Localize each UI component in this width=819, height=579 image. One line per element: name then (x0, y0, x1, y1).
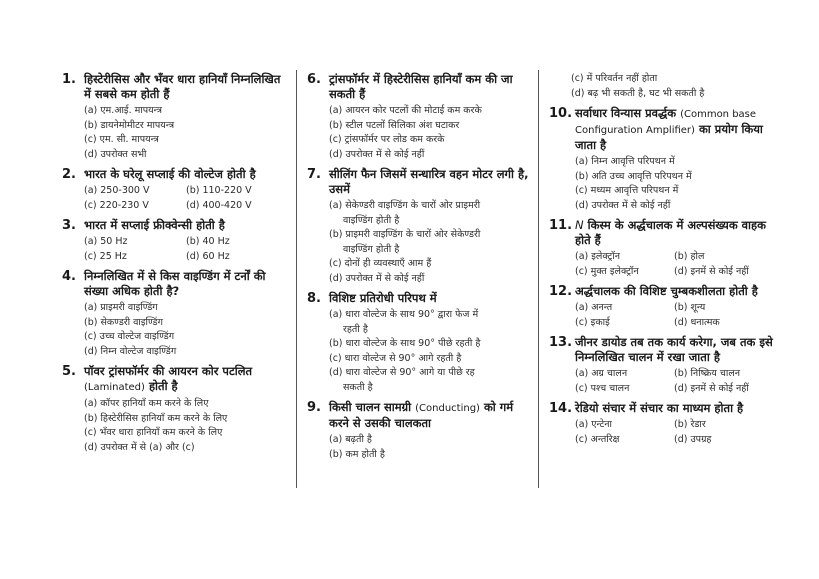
question-number: 6. (307, 72, 321, 87)
question-text: अर्द्धचालक की विशिष्ट चुम्बकशीलता होती है (575, 284, 758, 298)
question-number: 8. (307, 291, 321, 306)
option: (d) धनात्मक (674, 316, 720, 328)
question-text: सीलिंग फैन जिसमें सन्धारित्र वहन मोटर लगी है, उसमें (329, 167, 529, 196)
option: (a) सेकेण्डरी वाइण्डिंग के चारों ओर प्राइमरी (329, 200, 481, 211)
option: (b) प्राइमरी वाइण्डिंग के चारों ओर सेकेण्डरी (329, 229, 481, 240)
question-2 (62, 167, 288, 213)
question-4 (62, 269, 288, 359)
option: (d) इनमें से कोई नहीं (674, 265, 749, 277)
column-3 (549, 72, 773, 452)
option: (c) मध्यम आवृत्ति परिपथन में (575, 185, 679, 196)
column-1 (62, 72, 288, 460)
option: (b) स्टील पटलों सिलिका अंश घटाकर (329, 119, 460, 131)
question-text: पॉवर ट्रांसफॉर्मर की आयरन कोर पटलित (Laminated) होती है (84, 364, 253, 393)
option: (d) उपरोक्त में से कोई नहीं (575, 199, 671, 211)
option: (c) इकाई (575, 316, 610, 328)
option: (d) 400-420 V (186, 199, 252, 211)
option: (d) धारा वोल्टेज से 90° आगे या पीछे रह (329, 367, 475, 378)
option: (a) 250-300 V (84, 185, 150, 196)
question-number: 2. (62, 167, 76, 182)
question-text: सर्वाधार विन्यास प्रवर्द्धक (Common base Configuration Amplifier) का प्रयोग किया जाता है (575, 106, 763, 152)
option: (a) एन्टेना (575, 419, 613, 430)
option: (c) दोनों ही व्यवस्थाएँ आम हैं (329, 258, 432, 269)
option: (d) 60 Hz (186, 250, 230, 262)
question-10 (549, 106, 773, 213)
question-number: 14. (549, 401, 573, 416)
question-3 (62, 218, 288, 264)
option: (c) उच्च वोल्टेज वाइण्डिंग (84, 331, 175, 342)
option: (b) सेकण्डरी वाइण्डिंग (84, 316, 163, 328)
option: (d) इनमें से कोई नहीं (674, 382, 749, 394)
question-number: 10. (549, 106, 573, 121)
option: (b) 40 Hz (186, 236, 230, 247)
question-text: रेडियो संचार में संचार का माध्यम होता है (575, 401, 744, 415)
option: (d) उपरोक्त में से कोई नहीं (329, 148, 425, 160)
question-6 (307, 72, 529, 162)
option: (b) हिस्टेरीसिस हानियाँ कम करने के लिए (84, 412, 228, 424)
option: (c) मुक्त इलेक्ट्रॉन (575, 265, 639, 277)
option: (d) बढ़ भी सकती है, घट भी सकती है (571, 87, 705, 99)
option: (c) एम. सी. मापयन्त्र (84, 134, 159, 145)
question-text: निम्नलिखित में से किस वाइण्डिंग में टर्नों की संख्या अधिक होती है? (84, 269, 266, 298)
option: (b) अति उच्च आवृत्ति परिपथन में (575, 170, 692, 182)
option: (c) अन्तरिक्ष (575, 433, 620, 445)
option: (a) 50 Hz (84, 236, 128, 247)
column-divider (538, 70, 539, 488)
question-number: 3. (62, 218, 76, 233)
option: (a) प्राइमरी वाइण्डिंग (84, 302, 158, 313)
option: (a) निम्न आवृत्ति परिपथन में (575, 156, 675, 167)
question-8 (307, 291, 529, 395)
question-text: विशिष्ट प्रतिरोधी परिपथ में (329, 291, 437, 305)
question-number: 4. (62, 269, 76, 284)
option-continued: वाइण्डिंग होती है (343, 214, 400, 226)
option: (c) ट्रांसफॉर्मर पर लोड कम करके (329, 134, 445, 145)
question-1 (62, 72, 288, 162)
option: (c) धारा वोल्टेज से 90° आगे रहती है (329, 352, 462, 364)
question-12 (549, 284, 773, 330)
option: (a) कॉपर हानियाँ कम करने के लिए (84, 398, 209, 409)
question-5 (62, 364, 288, 455)
option: (a) धारा वोल्टेज के साथ 90° द्वारा फेज में (329, 309, 479, 320)
option: (b) निष्क्रिय चालन (674, 368, 741, 379)
option: (c) भँवर धारा हानियाँ कम करने के लिए (84, 427, 223, 438)
option: (a) अनन्त (575, 302, 613, 313)
question-text: किसी चालन सामग्री (Conducting) को गर्म करने से उसकी चालकता (329, 400, 514, 430)
option: (d) उपरोक्त में से कोई नहीं (329, 272, 425, 284)
option: (a) इलेक्ट्रॉन (575, 251, 621, 262)
question-7 (307, 167, 529, 286)
option: (c) में परिवर्तन नहीं होता (571, 73, 658, 84)
option-continued: रहती है (343, 323, 368, 335)
question-9-continued (549, 72, 773, 101)
question-text: ट्रांसफॉर्मर में हिस्टेरीसिस हानियाँ कम की जा सकती हैं (329, 72, 513, 101)
question-11 (549, 218, 773, 279)
option: (d) उपग्रह (674, 433, 712, 445)
option: (b) डायनेमोमीटर मापयन्त्र (84, 119, 175, 131)
question-text: भारत के घरेलू सप्लाई की वोल्टेज होती है (84, 167, 256, 181)
option: (a) आयरन कोर पटलों की मोटाई कम करके (329, 105, 482, 116)
option: (d) निम्न वोल्टेज वाइण्डिंग (84, 345, 177, 357)
option: (a) अग्र चालन (575, 368, 628, 379)
question-text: N किस्म के अर्द्धचालक में अल्पसंख्यक वाहक होते हैं (575, 218, 766, 247)
option: (b) शून्य (674, 302, 706, 313)
option-continued: वाइण्डिंग होती है (343, 243, 400, 255)
question-13 (549, 335, 773, 396)
question-text: जीनर डायोड तब तक कार्य करेगा, जब तक इसे निम्नलिखित चालन में रखा जाता है (575, 335, 773, 364)
question-text: हिस्टेरीसिस और भँवर धारा हानियाँ निम्नलिखित में सबसे कम होती हैं (84, 72, 281, 101)
option: (c) 25 Hz (84, 250, 127, 262)
option: (b) धारा वोल्टेज के साथ 90° पीछे रहती है (329, 338, 481, 349)
question-9 (307, 400, 529, 462)
option: (b) होल (674, 251, 705, 262)
question-number: 12. (549, 284, 573, 299)
option: (a) बढ़ती है (329, 434, 372, 445)
option: (c) 220-230 V (84, 199, 149, 211)
option: (c) पश्च चालन (575, 382, 630, 394)
question-text: भारत में सप्लाई फ्रीक्वेन्सी होती है (84, 218, 225, 232)
option-continued: सकती है (343, 381, 373, 393)
question-14 (549, 401, 773, 447)
question-number: 11. (549, 218, 573, 233)
option: (b) 110-220 V (186, 185, 252, 196)
question-number: 5. (62, 364, 76, 379)
question-number: 7. (307, 167, 321, 182)
question-number: 13. (549, 335, 573, 350)
option: (b) कम होती है (329, 448, 385, 460)
column-divider (296, 70, 297, 488)
option: (d) उपरोक्त में से (a) और (c) (84, 441, 195, 453)
option: (b) रेडार (674, 419, 706, 430)
option: (d) उपरोक्त सभी (84, 148, 147, 160)
option: (a) एम.आई. मापयन्त्र (84, 105, 163, 116)
question-number: 1. (62, 72, 76, 87)
question-number: 9. (307, 400, 321, 415)
column-2 (307, 72, 529, 467)
